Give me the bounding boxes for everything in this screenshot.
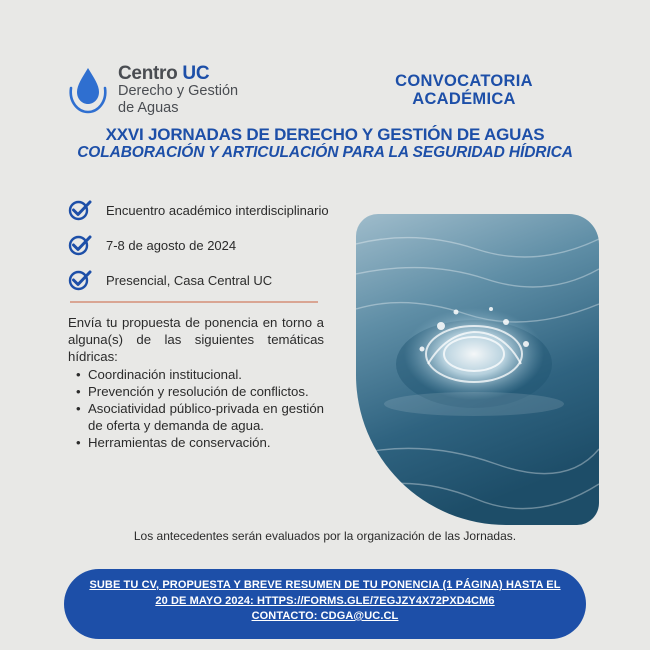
checkmark-circle-icon xyxy=(68,199,92,221)
submission-banner[interactable] xyxy=(64,569,586,639)
topics-list xyxy=(68,366,324,452)
submission-form-link[interactable]: 20 DE MAYO 2024: HTTPS://FORMS.GLE/7EGJZY4X72PXD4CM6 xyxy=(155,594,495,607)
section-divider xyxy=(70,301,318,303)
convocatoria-line1: CONVOCATORIA xyxy=(395,72,533,90)
detail-label: Presencial, Casa Central UC xyxy=(106,272,273,288)
submission-line1: SUBE TU CV, PROPUESTA Y BREVE RESUMEN DE TU PONENCIA (1 PÁGINA) HASTA EL xyxy=(89,579,561,591)
evaluation-note: Los antecedentes serán evaluados por la organización de las Jornadas. xyxy=(133,529,517,543)
topic-item: • Asociatividad público-privada en gestión de oferta y demanda de agua. xyxy=(68,400,324,434)
detail-location xyxy=(68,270,329,290)
logo-subtitle-line2: de Aguas xyxy=(118,99,179,116)
convocatoria-heading xyxy=(372,72,556,109)
call-for-papers xyxy=(68,314,324,452)
call-intro: Envía tu propuesta de ponencia en torno a alguna(s) de las siguientes temáticas hídricas: xyxy=(68,315,324,365)
water-splash-illustration xyxy=(356,214,599,525)
checkmark-circle-icon xyxy=(68,269,92,291)
event-subtitle: COLABORACIÓN Y ARTICULACIÓN PARA LA SEGURIDAD HÍDRICA xyxy=(77,143,573,161)
water-drop-icon xyxy=(64,62,112,118)
event-headline xyxy=(40,126,610,161)
detail-format xyxy=(68,200,329,220)
detail-label: 7-8 de agosto de 2024 xyxy=(106,237,237,253)
logo-text xyxy=(118,64,238,115)
centro-uc-logo xyxy=(64,62,238,118)
detail-label: Encuentro académico interdisciplinario xyxy=(106,202,329,218)
detail-date xyxy=(68,235,329,255)
convocatoria-line2: ACADÉMICA xyxy=(412,90,516,109)
logo-subtitle-line1: Derecho y Gestión xyxy=(118,83,239,100)
event-title: XXVI JORNADAS DE DERECHO Y GESTIÓN DE AGUAS xyxy=(105,125,545,144)
contact-email-link[interactable]: CONTACTO: CDGA@UC.CL xyxy=(251,610,399,622)
topic-item: • Herramientas de conservación. xyxy=(68,434,324,451)
water-splash-image xyxy=(356,214,599,525)
event-details-list xyxy=(68,200,329,305)
checkmark-circle-icon xyxy=(68,234,92,256)
topic-item: • Prevención y resolución de conflictos. xyxy=(68,383,324,400)
logo-title: Centro UC xyxy=(118,63,210,85)
topic-item: • Coordinación institucional. xyxy=(68,366,324,383)
